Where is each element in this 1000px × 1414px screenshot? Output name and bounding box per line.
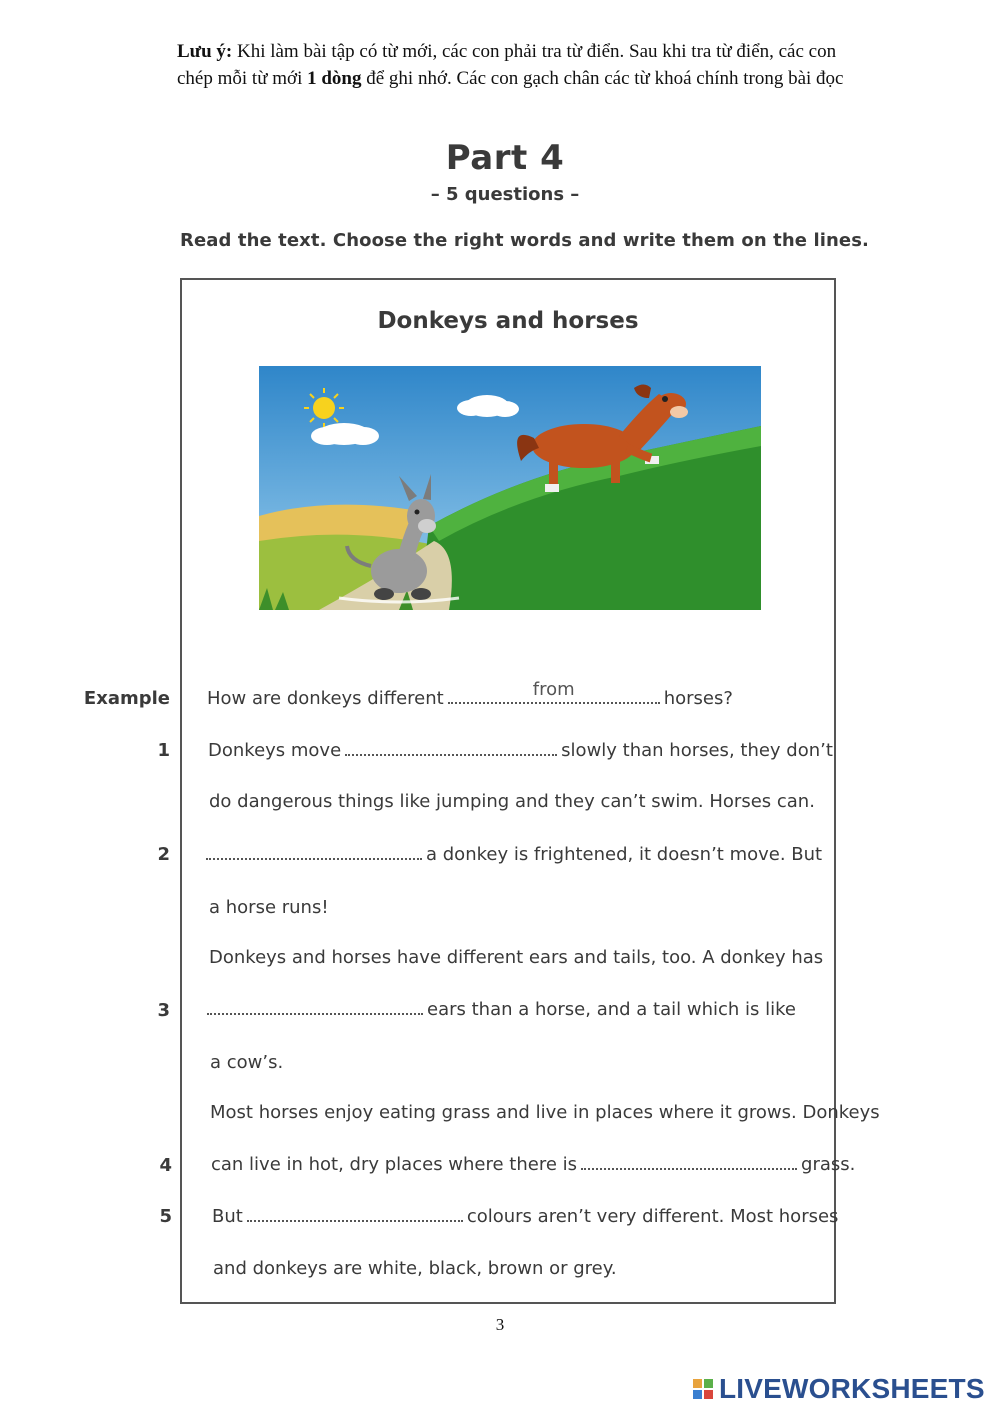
q4-after: grass. xyxy=(801,1154,856,1175)
teacher-note xyxy=(177,38,867,92)
page-number: 3 xyxy=(495,1315,505,1334)
q5-answer-input[interactable] xyxy=(247,1219,463,1222)
q4-before: can live in hot, dry places where there is xyxy=(211,1154,578,1175)
q1-before: Donkeys move xyxy=(208,740,342,761)
q1-answer-input[interactable] xyxy=(345,753,557,756)
liveworksheets-logo[interactable] xyxy=(693,1374,985,1404)
example-after: horses? xyxy=(663,688,733,709)
q1-continuation: do dangerous things like jumping and they can’t swim. Horses can. xyxy=(209,791,815,812)
example-before: How are donkeys different xyxy=(207,688,444,709)
q5-before: But xyxy=(212,1206,243,1227)
question-2-number: 2 xyxy=(157,844,170,865)
question-3-line xyxy=(207,999,796,1020)
q1-after: slowly than horses, they don’t xyxy=(561,740,833,761)
part-title: Part 4 xyxy=(445,138,565,178)
q3-answer-input[interactable] xyxy=(207,1012,423,1015)
example-answer-line xyxy=(448,679,660,704)
q2-answer-input[interactable] xyxy=(206,857,422,860)
question-4-number: 4 xyxy=(159,1155,172,1176)
question-4-line xyxy=(211,1154,855,1175)
q5-continuation: and donkeys are white, black, brown or grey. xyxy=(213,1258,617,1279)
note-text-1: Khi làm bài tập có từ mới, các con phải tra từ điển. Sau khi tra từ điển, các con chép mỗi từ mới xyxy=(177,41,837,89)
example-line xyxy=(207,679,733,709)
question-5-number: 5 xyxy=(159,1206,172,1227)
question-1-line xyxy=(208,740,833,761)
paragraph-grass: Most horses enjoy eating grass and live in places where it grows. Donkeys xyxy=(210,1102,880,1123)
note-bold: 1 dòng xyxy=(307,68,362,89)
note-label: Lưu ý: xyxy=(177,41,233,62)
part-subtitle: – 5 questions – xyxy=(430,184,580,205)
q2-continuation: a horse runs! xyxy=(209,897,329,918)
question-1-number: 1 xyxy=(157,740,170,761)
story-title: Donkeys and horses xyxy=(377,308,639,334)
q5-after: colours aren’t very different. Most horses xyxy=(466,1206,839,1227)
note-text-2: để ghi nhớ. Các con gạch chân các từ khoá chính trong bài đọc xyxy=(366,68,844,89)
instruction: Read the text. Choose the right words and write them on the lines. xyxy=(180,230,869,251)
paragraph-ears-tails: Donkeys and horses have different ears and tails, too. A donkey has xyxy=(209,947,824,968)
question-5-line xyxy=(212,1206,838,1227)
question-2-line xyxy=(206,844,822,865)
logo-mark-icon xyxy=(693,1379,713,1399)
q2-after: a donkey is frightened, it doesn’t move. But xyxy=(426,844,823,865)
example-label: Example xyxy=(83,688,170,709)
logo-text: LIVEWORKSHEETS xyxy=(719,1373,985,1404)
q3-continuation: a cow’s. xyxy=(210,1052,284,1073)
illustration-svg xyxy=(259,366,761,610)
question-3-number: 3 xyxy=(157,1000,170,1021)
donkey-horse-illustration xyxy=(259,366,761,610)
q3-after: ears than a horse, and a tail which is like xyxy=(427,999,796,1020)
example-answer: from xyxy=(532,679,575,700)
q4-answer-input[interactable] xyxy=(581,1167,797,1170)
